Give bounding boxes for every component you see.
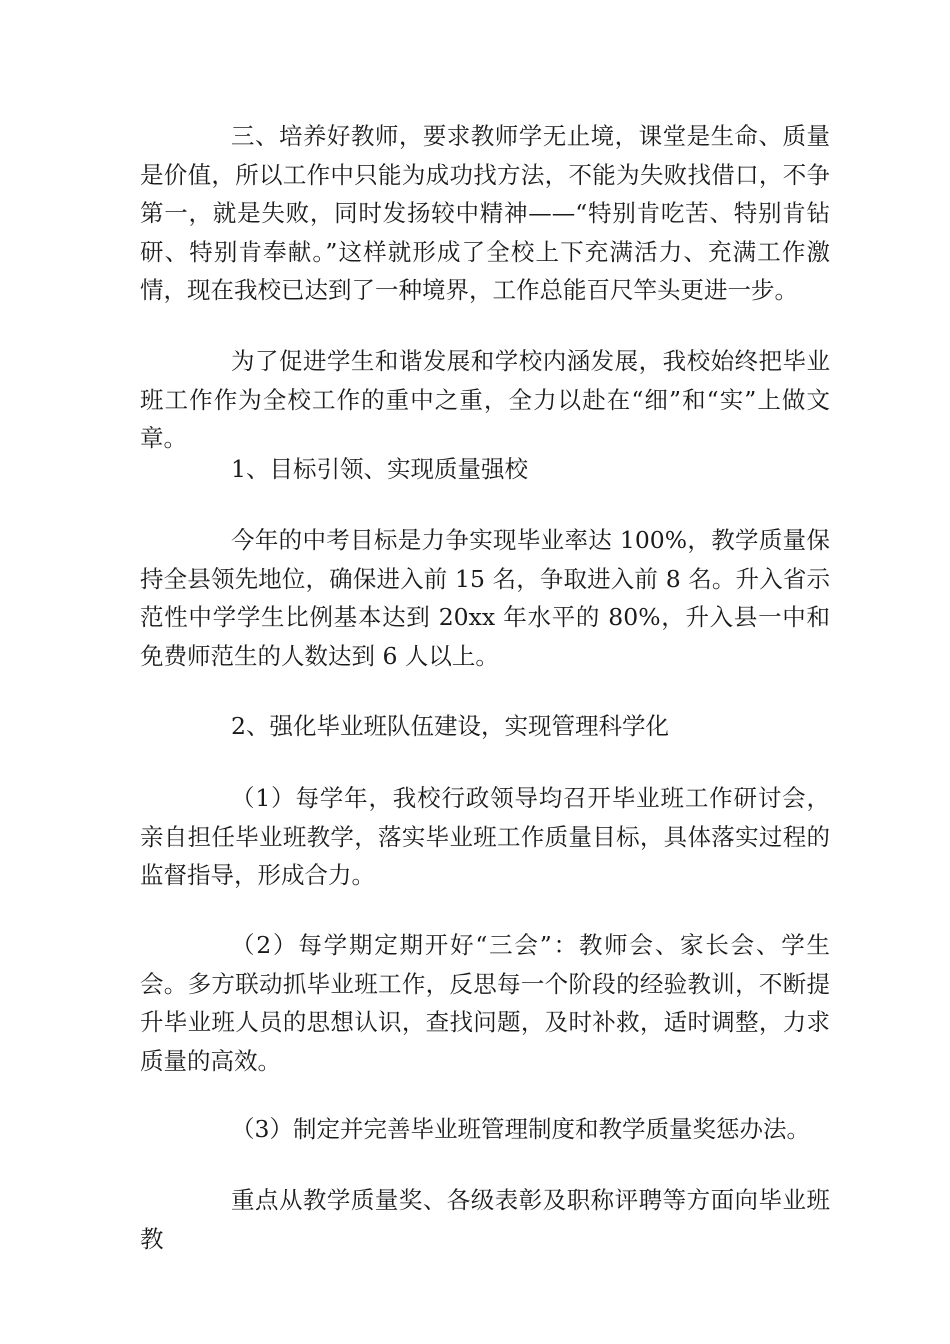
paragraph-graduating-class-focus: 为了促进学生和谐发展和学校内涵发展，我校始终把毕业班工作作为全校工作的重中之重，全力以赴在“细”和“实”上做文章。 bbox=[140, 347, 830, 452]
paragraph-teachers: 三、培养好教师，要求教师学无止境，课堂是生命、质量是价值，所以工作中只能为成功找方法，不能为失败找借口，不争第一，就是失败，同时发扬较中精神——“特别肯吃苦、特别肯钻研、特别肯奉献。”这样就形成了全校上下充满活力、充满工作激情，现在我校已达到了一种境界，工作总能百尺竿头更进一步。 bbox=[140, 122, 830, 304]
paragraph-item-2: （2）每学期定期开好“三会”：教师会、家长会、学生会。多方联动抓毕业班工作，反思每一个阶段的经验教训，不断提升毕业班人员的思想认识，查找问题，及时补救，适时调整，力求质量的高效。 bbox=[140, 931, 830, 1075]
paragraph-rewards: 重点从教学质量奖、各级表彰及职称评聘等方面向毕业班教 bbox=[140, 1186, 830, 1253]
heading-goal-guidance: 1、目标引领、实现质量强校 bbox=[231, 455, 528, 483]
paragraph-item-3: （3）制定并完善毕业班管理制度和教学质量奖惩办法。 bbox=[231, 1115, 810, 1143]
heading-team-building: 2、强化毕业班队伍建设，实现管理科学化 bbox=[231, 712, 669, 740]
paragraph-item-1: （1）每学年，我校行政领导均召开毕业班工作研讨会，亲自担任毕业班教学，落实毕业班工作质量目标，具体落实过程的监督指导，形成合力。 bbox=[140, 784, 830, 889]
paragraph-exam-goals: 今年的中考目标是力争实现毕业率达 100%，教学质量保持全县领先地位，确保进入前 15 名，争取进入前 8 名。升入省示范性中学学生比例基本达到 20xx 年水平的 80%，升入县一中和免费师范生的人数达到 6 人以上。 bbox=[140, 526, 830, 670]
